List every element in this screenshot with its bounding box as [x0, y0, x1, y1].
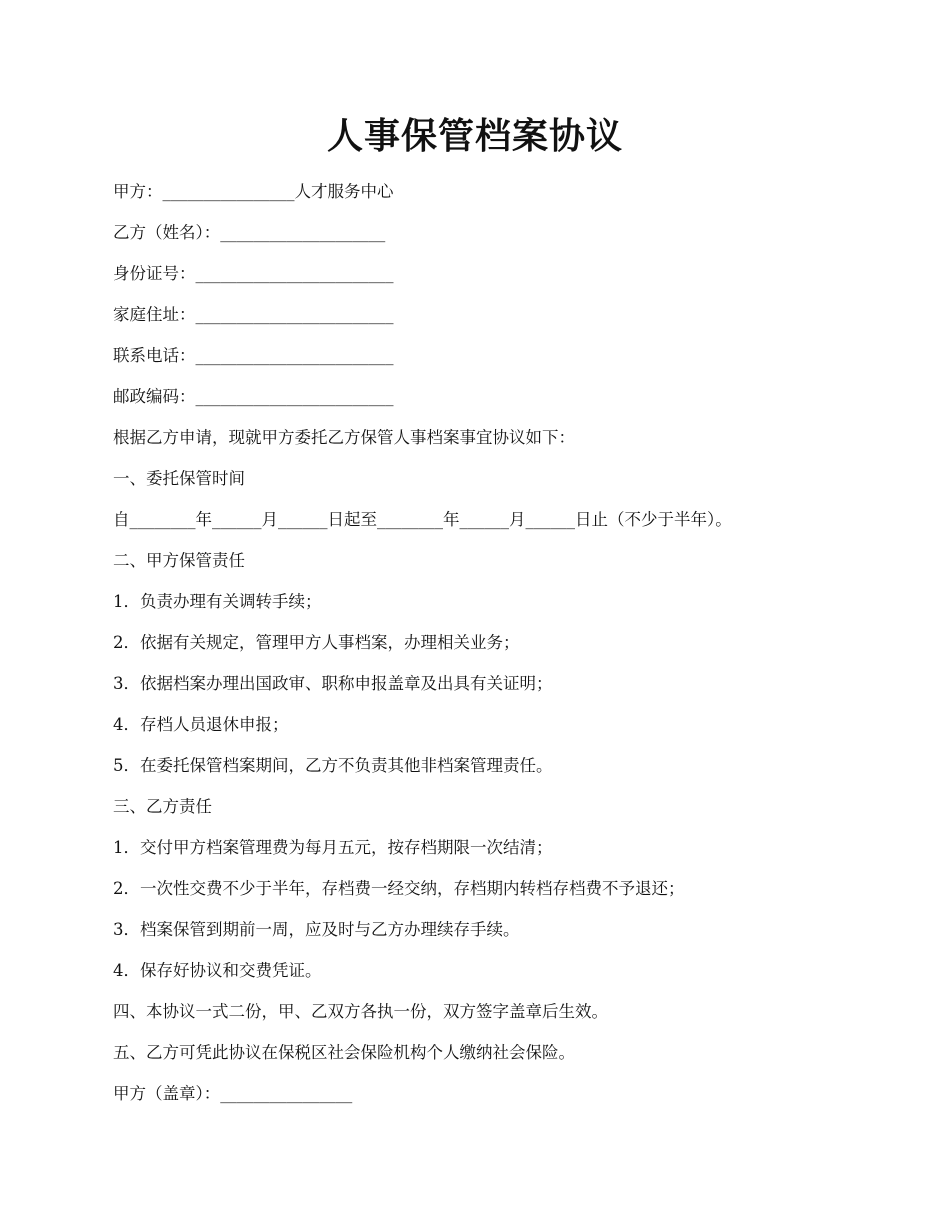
section3-heading: 三、乙方责任	[113, 797, 212, 816]
section1-heading: 一、委托保管时间	[113, 469, 245, 488]
section2-item: 3．依据档案办理出国政审、职称申报盖章及出具有关证明；	[113, 674, 553, 693]
party-a-seal-line: 甲方（盖章）：________________	[113, 1084, 353, 1103]
party-a-line: 甲方：________________人才服务中心	[113, 182, 394, 201]
section2-item: 1．负责办理有关调转手续；	[113, 592, 322, 611]
section2-item: 2．依据有关规定，管理甲方人事档案，办理相关业务；	[113, 633, 520, 652]
section2-item: 5．在委托保管档案期间，乙方不负责其他非档案管理责任。	[113, 756, 553, 775]
section2-item: 4．存档人员退休申报；	[113, 715, 289, 734]
id-number-line: 身份证号：________________________	[113, 264, 394, 283]
document-title: 人事保管档案协议	[326, 115, 623, 157]
section5-paragraph: 五、乙方可凭此协议在保税区社会保险机构个人缴纳社会保险。	[113, 1043, 575, 1062]
section2-heading: 二、甲方保管责任	[113, 551, 245, 570]
section3-item: 4．保存好协议和交费凭证。	[113, 961, 322, 980]
postal-code-line: 邮政编码：________________________	[113, 387, 394, 406]
section4-paragraph: 四、本协议一式二份，甲、乙双方各执一份，双方签字盖章后生效。	[113, 1002, 608, 1021]
section3-item: 1．交付甲方档案管理费为每月五元，按存档期限一次结清；	[113, 838, 553, 857]
section1-period: 自________年______月______日起至________年______月______日止（不少于半年）。	[113, 510, 732, 529]
home-address-line: 家庭住址：________________________	[113, 305, 394, 324]
section3-item: 3．档案保管到期前一周，应及时与乙方办理续存手续。	[113, 920, 520, 939]
party-b-name-line: 乙方（姓名）：____________________	[113, 223, 386, 242]
section3-item: 2．一次性交费不少于半年，存档费一经交纳，存档期内转档存档费不予退还；	[113, 879, 685, 898]
phone-line: 联系电话：________________________	[113, 346, 394, 365]
intro-paragraph: 根据乙方申请，现就甲方委托乙方保管人事档案事宜协议如下：	[113, 428, 575, 447]
